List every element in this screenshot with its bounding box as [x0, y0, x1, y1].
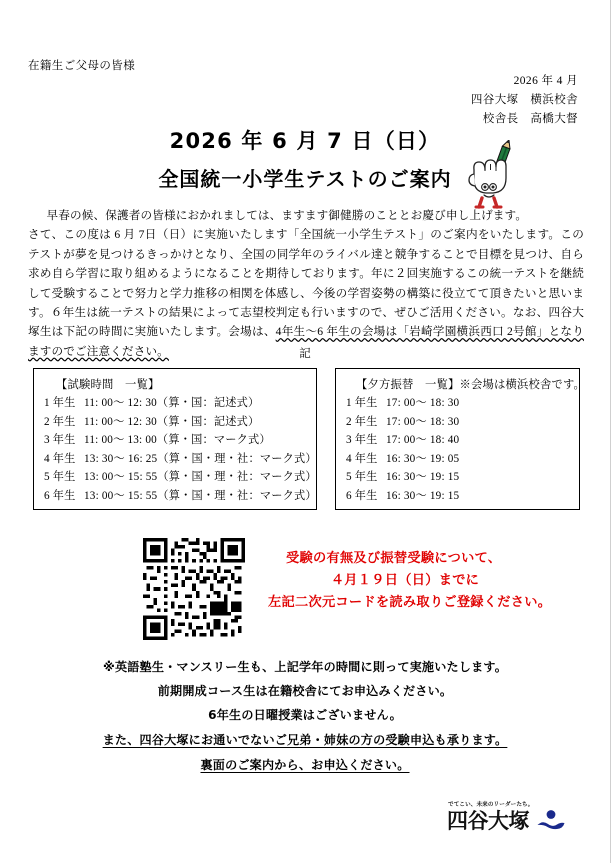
brand-name: 四谷大塚: [447, 809, 529, 833]
table-row: [44, 450, 317, 469]
yotsuya-otsuka-wave-mark-icon: [536, 809, 566, 833]
note-line-3: 6年生の日曜授業はございません。: [208, 708, 402, 722]
addressee-line: 在籍生ご父母の皆様: [28, 60, 136, 72]
time-label: 13: 30～ 16: 25（算・国・理・社：マーク式）: [84, 452, 317, 465]
grade-label: 6 年生: [346, 489, 378, 502]
time-label: 17: 00～ 18: 40: [386, 434, 460, 447]
table-row: [44, 487, 317, 506]
grade-label: 2 年生: [346, 415, 378, 428]
venue-notice-underlined: 4年生～6 年生の会場は「岩崎学園横浜西口 2号館」となりますのでご注意ください。: [28, 325, 584, 358]
table-row: [346, 487, 571, 506]
table-row: [44, 431, 308, 450]
issue-date: 2026 年 4 月: [513, 75, 578, 87]
ki-marker: 記: [299, 348, 311, 360]
event-date-title: 2026 年 6 月 7 日（日）: [169, 129, 441, 153]
main-paragraph-text: さて、この度は 6 月 7日（日）に実施いたします「全国統一小学生テスト」のご案内をいたします。このテストが夢を見つけるきっかけとなり、全国の同学年のライバル達と競争することで目標を見つけ、自ら求め自ら学習に取り組めるようになることを期待しております。年に２回実施するこの統一テストを継続して受験することで努力と学力推移の相関を体感し、今後の学習姿勢の構築に役立てて頂きたいと思います。６年生は統一テストの結果によって志望校判定も行いますので、ぜひご活用ください。なお、四谷大塚生は下記の時間に実施いたします。会場は、: [28, 228, 584, 339]
evening-makeup-table: [335, 368, 586, 510]
page-title: 全国統一小学生テストのご案内: [158, 167, 452, 191]
principal-name: 校舎長 高橋大督: [482, 113, 578, 125]
time-label: 11: 00～ 12: 30（算・国：記述式）: [84, 415, 260, 428]
supplementary-notes: [0, 655, 610, 727]
time-label: 16: 30～ 19: 15: [386, 471, 460, 484]
time-label: 17: 00～ 18: 30: [386, 415, 460, 428]
grade-label: 1 年生: [44, 397, 76, 409]
time-label: 13: 00～ 15: 55（算・国・理・社：マーク式）: [84, 471, 317, 484]
exam-schedule-table: [33, 368, 317, 510]
time-label: 11: 00～ 12: 30（算・国：記述式）: [84, 397, 260, 409]
grade-label: 5 年生: [346, 471, 378, 484]
sibling-note-line-1: また、四谷大塚にお通いでないご兄弟・姉妹の方の受験申込も承ります。: [102, 733, 508, 747]
sibling-note-line-2: 裏面のご案内から、お申込ください。: [200, 758, 410, 772]
main-paragraph: [28, 225, 584, 361]
table-row: [346, 450, 571, 469]
grade-label: 4 年生: [44, 452, 76, 465]
brand-tagline: でてこい、未来のリーダーたち。: [448, 802, 534, 808]
school-name: 四谷大塚 横浜校舎: [470, 94, 578, 106]
time-label: 16: 30～ 19: 15: [386, 489, 460, 502]
table-row: [346, 468, 571, 487]
note-line-2: 前期開成コース生は在籍校舎にてお申込みください。: [157, 684, 453, 698]
time-label: 17: 00～ 18: 30: [386, 397, 460, 409]
notice-line-1: 受験の有無及び振替受験について、: [286, 551, 502, 566]
grade-label: 3 年生: [346, 434, 378, 447]
grade-label: 3 年生: [44, 434, 76, 447]
grade-label: 2 年生: [44, 415, 76, 428]
time-label: 16: 30～ 19: 05: [386, 452, 460, 465]
time-label: 11: 00～ 13: 00（算・国：マーク式）: [84, 434, 271, 447]
table-row: [346, 413, 571, 432]
table-row: [346, 394, 571, 413]
brand-logo-row: [447, 809, 597, 833]
evening-makeup-title: 【夕方振替 一覧】※会場は横浜校舎です。: [356, 379, 586, 391]
sibling-application-notes: [0, 728, 610, 778]
body-copy: [28, 206, 584, 361]
grade-label: 6 年生: [44, 489, 76, 502]
grade-label: 1 年生: [346, 397, 378, 409]
table-row: [44, 413, 308, 432]
table-row: [346, 431, 571, 450]
header-meta-block: [471, 72, 578, 129]
registration-deadline-notice: [262, 548, 592, 614]
table-row: [44, 468, 317, 487]
notice-line-3: 左記二次元コードを読み取りご登録ください。: [268, 595, 552, 610]
greeting-paragraph: 早春の候、保護者の皆様におかれましては、ますます御健勝のこととお慶び申し上げます。: [46, 209, 528, 222]
grade-label: 4 年生: [346, 452, 378, 465]
time-label: 13: 00～ 15: 55（算・国・理・社：マーク式）: [84, 489, 317, 502]
pencil-hand-mascot-icon: [458, 140, 524, 210]
table-row: [44, 394, 308, 413]
exam-schedule-title: 【試験時間 一覧】: [56, 379, 160, 391]
notice-line-2: ４月１９日（日）までに: [330, 573, 480, 588]
brand-logo: [447, 800, 597, 846]
qr-code-icon[interactable]: [143, 538, 245, 640]
grade-label: 5 年生: [44, 471, 76, 484]
note-line-1: ※英語塾生・マンスリー生も、上記学年の時間に則って実施いたします。: [102, 660, 508, 674]
